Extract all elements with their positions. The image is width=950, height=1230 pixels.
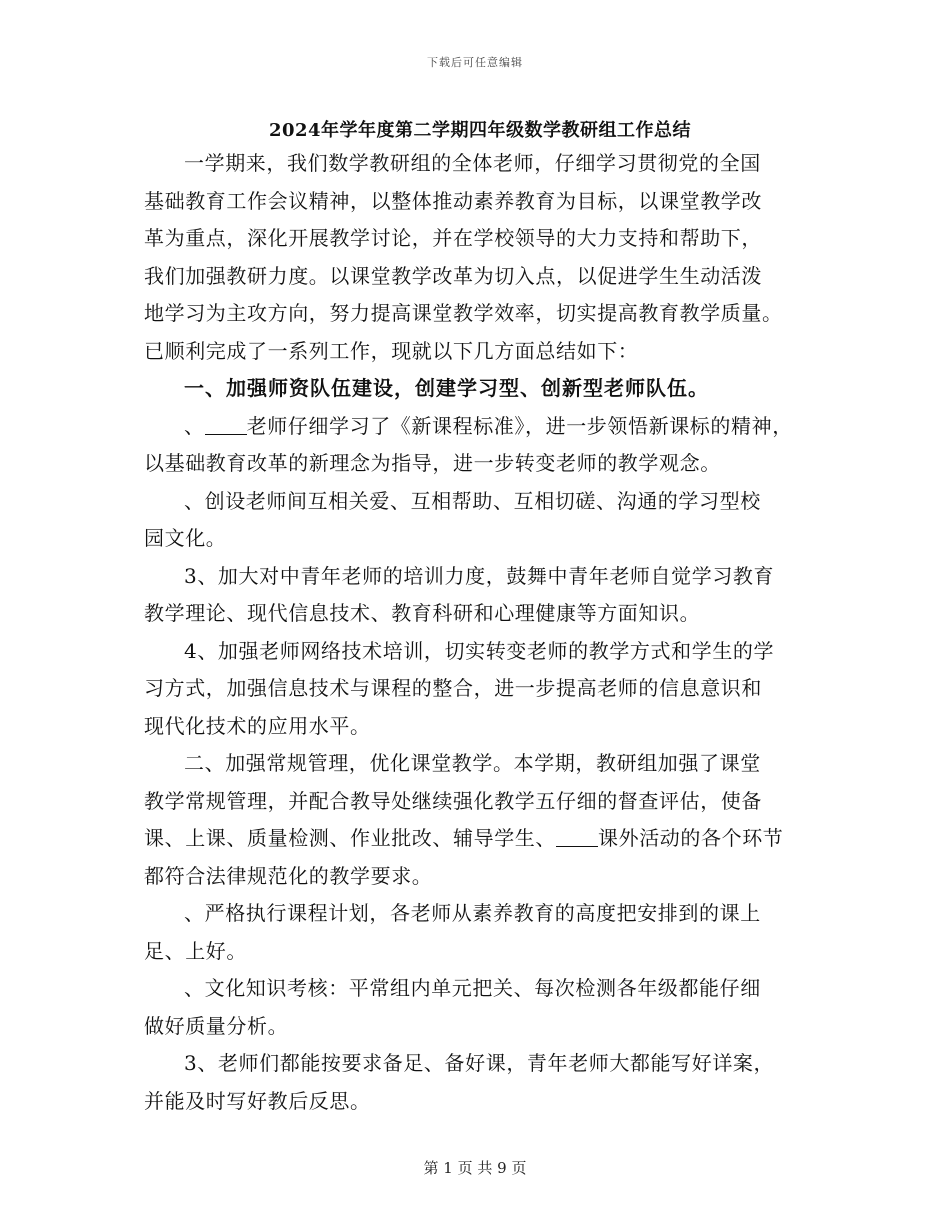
body-line: 基础教育工作会议精神，以整体推动素养教育为目标，以课堂教学改 [144, 188, 762, 213]
body-line: 3、加大对中青年老师的培训力度，鼓舞中青年老师自觉学习教育 [184, 563, 775, 588]
body-line: 教学理论、现代信息技术、教育科研和心理健康等方面知识。 [144, 601, 701, 625]
document-body [144, 150, 820, 1125]
body-line: 、文化知识考核：平常组内单元把关、每次检测各年级都能仔细 [184, 976, 761, 1000]
body-line: 做好质量分析。 [144, 1013, 289, 1038]
line-text: 课外活动的各个环节 [598, 826, 784, 850]
body-line: 足、上好。 [144, 938, 247, 963]
body-line: 习方式，加强信息技术与课程的整合，进一步提高老师的信息意识和 [144, 676, 762, 700]
body-line: 教学常规管理，并配合教导处继续强化教学五仔细的督查评估，使备 [144, 788, 762, 813]
body-line: 并能及时写好教后反思。 [144, 1088, 371, 1113]
body-line: 以基础教育改革的新理念为指导，进一步转变老师的教学观念。 [144, 451, 721, 475]
body-line: 4、加强老师网络技术培训，切实转变老师的教学方式和学生的学 [184, 638, 775, 663]
body-line [144, 825, 820, 863]
line-text: 老师仔细学习了《新课程标准》，进一步领悟新课标的精神， [246, 413, 793, 438]
body-line: 都符合法律规范化的教学要求。 [144, 863, 433, 888]
body-line: 、严格执行课程计划，各老师从素养教育的高度把安排到的课上 [184, 901, 761, 925]
body-line: 二、加强常规管理，优化课堂教学。本学期，教研组加强了课堂 [184, 751, 761, 775]
download-note: 下载后可任意编辑 [427, 56, 523, 69]
list-prefix: 、 [184, 413, 205, 438]
body-line: 我们加强教研力度。以课堂教学改革为切入点，以促进学生生动活泼 [144, 263, 762, 288]
section-heading: 一、加强师资队伍建设，创建学习型、创新型老师队伍。 [184, 376, 709, 400]
body-line: 已顺利完成了一系列工作，现就以下几方面总结如下： [144, 338, 639, 363]
line-text: 课、上课、质量检测、作业批改、辅导学生、 [144, 826, 556, 850]
body-line: 一学期来，我们数学教研组的全体老师，仔细学习贯彻党的全国 [184, 151, 761, 175]
document-title: 2024年学年度第二学期四年级数学教研组工作总结 [268, 120, 692, 141]
body-line: 3、老师们都能按要求备足、备好课，青年老师大都能写好详案， [184, 1051, 775, 1075]
body-line: 现代化技术的应用水平。 [144, 713, 371, 738]
body-line: 、创设老师间互相关爱、互相帮助、互相切磋、沟通的学习型校 [184, 488, 761, 513]
body-line: 革为重点，深化开展教学讨论，并在学校领导的大力支持和帮助下， [144, 226, 762, 250]
blank-underline [556, 828, 598, 847]
page-number: 第 1 页 共 9 页 [423, 1159, 527, 1177]
blank-underline [205, 416, 247, 435]
body-line: 园文化。 [144, 526, 227, 550]
body-line [144, 413, 820, 451]
body-line: 地学习为主攻方向，努力提高课堂教学效率，切实提高教育教学质量。 [144, 301, 783, 325]
